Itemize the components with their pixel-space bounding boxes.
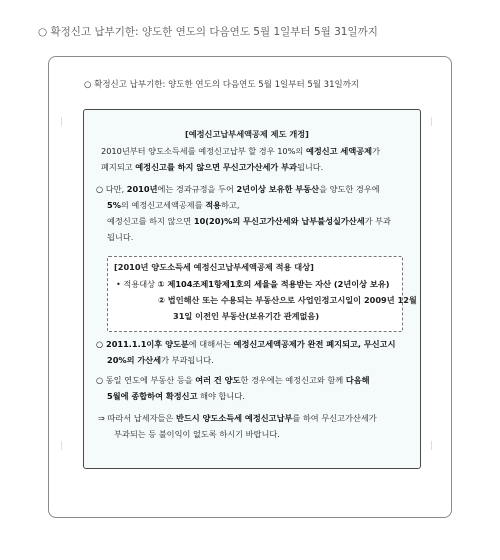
decorative-mark: ǀ <box>60 440 63 451</box>
para2-line3: 예정신고를 하지 않으면 10(20)%의 무신고가산세와 납부불성실가산세가 부과 <box>107 216 391 226</box>
para3-line2: 20%의 가산세가 부과됩니다. <box>107 355 214 365</box>
para2-line2: 5%의 예정신고세액공제를 적용하고, <box>107 200 240 210</box>
decorative-mark: ǀ <box>430 440 433 451</box>
para5-line1: ⇒ 따라서 납세자들은 반드시 양도소득세 예정신고납부를 하여 무신고가산세가 <box>98 413 377 423</box>
deadline-header-line: ○ 확정신고 납부기한: 양도한 연도의 다음연도 5월 1일부터 5월 31일까지 <box>38 26 378 38</box>
subbox-line2: ② 법인해산 또는 수용되는 부동산으로 사업인정고시일이 2009년 12월 <box>158 295 417 305</box>
notice-title: [예정신고납부세액공제 제도 개정] <box>185 129 309 139</box>
subbox-title: [2010년 양도소득세 예정신고납부세액공제 적용 대상] <box>114 262 314 272</box>
deadline-inner-line: ○ 확정신고 납부기한: 양도한 연도의 다음연도 5월 1일부터 5월 31일까지 <box>84 80 360 90</box>
decorative-mark: ǀ <box>430 116 433 127</box>
para2-line4: 됩니다. <box>107 232 134 242</box>
para3-line1: ○ 2011.1.1이후 양도분에 대해서는 예정신고세액공제가 완전 폐지되고, 무신고시 <box>96 339 396 349</box>
para2-line1: ○ 다만, 2010년에는 경과규정을 두어 2년이상 보유한 부동산을 양도한 경우에 <box>96 184 380 194</box>
para1-line2: 폐지되고 예정신고를 하지 않으면 무신고가산세가 부과됩니다. <box>101 162 324 172</box>
subbox-line1: • 적용대상 ① 제104조제1항제1호의 세율을 적용받는 자산 (2년이상 보유) <box>116 279 390 289</box>
para5-line2: 부과되는 등 불이익이 없도록 하시기 바랍니다. <box>114 429 280 439</box>
para4-line1: ○ 동일 연도에 부동산 등을 여러 건 양도한 경우에는 예정신고와 함께 다음해 <box>96 375 370 385</box>
para4-line2: 5월에 종합하여 확정신고 해야 합니다. <box>107 391 245 401</box>
decorative-mark: ǀ <box>60 116 63 127</box>
para1-line1: 2010년부터 양도소득세를 예정신고납부 할 경우 10%의 예정신고 세액공제가 <box>101 146 380 156</box>
subbox-line3: 31일 이전인 부동산(보유기간 관계없음) <box>173 311 320 321</box>
